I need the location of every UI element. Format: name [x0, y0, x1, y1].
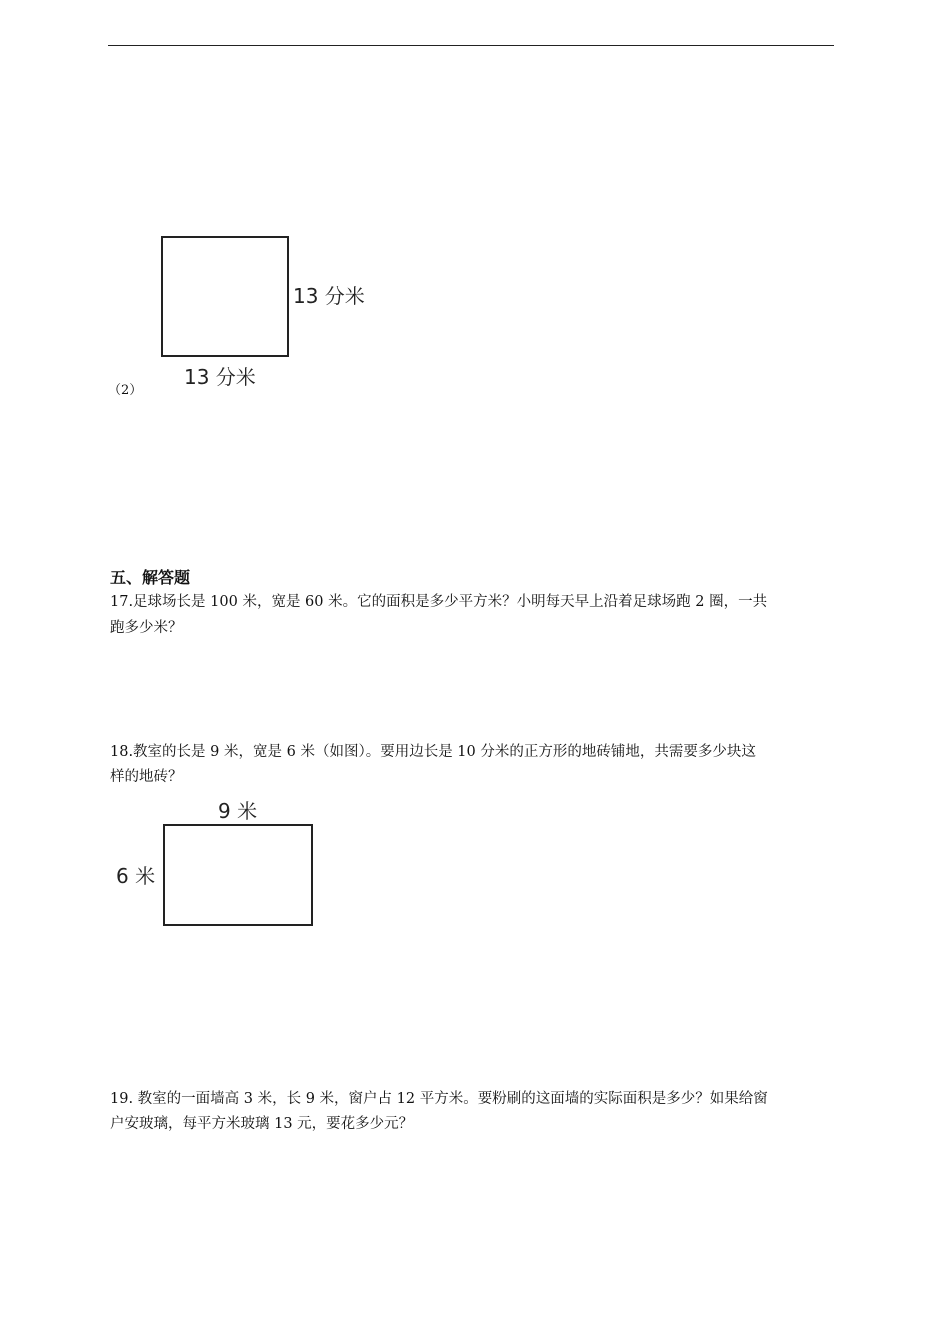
section-title: 五、解答题 — [110, 568, 191, 587]
sub-question-number: （2） — [108, 383, 143, 398]
question-19-line-2: 户安玻璃，每平方米玻璃 13 元，要花多少元？ — [110, 1116, 414, 1132]
question-19-line-1: 19. 教室的一面墙高 3 米，长 9 米，窗户占 12 平方米。要粉刷的这面墙的实际面积是多少？如果给窗 — [110, 1091, 768, 1107]
square-bottom-label: 13 分米 — [184, 365, 256, 389]
question-18-line-1: 18.教室的长是 9 米，宽是 6 米（如图）。要用边长是 10 分米的正方形的地砖铺地，共需要多少块这 — [110, 744, 756, 760]
question-17-line-1: 17.足球场长是 100 米，宽是 60 米。它的面积是多少平方米？小明每天早上沿着足球场跑 2 圈，一共 — [110, 594, 768, 610]
square-right-label: 13 分米 — [293, 284, 365, 308]
classroom-left-label: 6 米 — [116, 864, 156, 888]
classroom-top-label: 9 米 — [218, 799, 258, 823]
question-18-line-2: 样的地砖？ — [110, 769, 183, 785]
question-17-line-2: 跑多少米？ — [110, 620, 183, 636]
classroom-rectangle — [163, 824, 313, 926]
